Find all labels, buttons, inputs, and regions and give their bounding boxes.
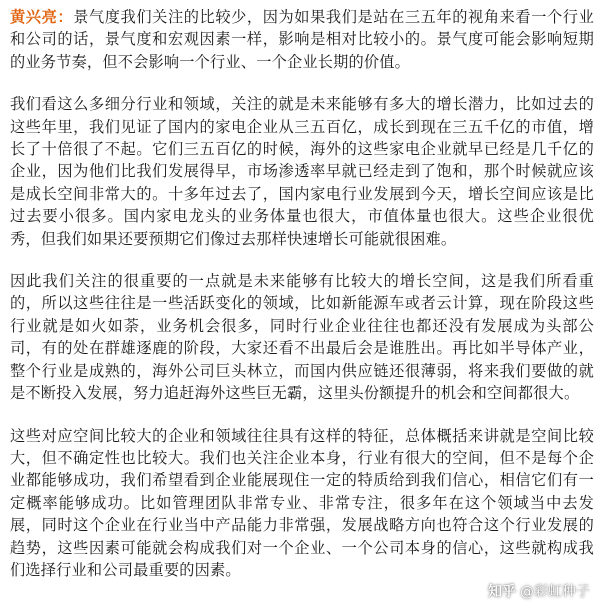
speaker-name: 黄兴亮： [10,8,74,26]
paragraph-1 [10,6,594,73]
zhihu-logo: 知乎 [488,584,516,600]
paragraph-1-text: 景气度我们关注的比较少，因为如果我们是站在三五年的视角来看一个行业和公司的话，景气度和宏观因素一样，影响是相对比较小的。景气度可能会影响短期的业务节奏，但不会影响一个行业、一个企业长期的价值。 [10,8,594,71]
paragraph-4: 这些对应空间比较大的企业和领域往往具有这样的特征，总体概括来讲就是空间比较大，但不确定性也比较大。我们也关注企业本身，行业有很大的空间，但不是每个企业都能够成功，我们希望看到企业能展现住一定的特质给到我们信心，相信它们有一定概率能够成功。比如管理团队非常专业、非常专注，很多年在这个领域当中去发展，同时这个企业在行业当中产品能力非常强，发展战略方向也符合这个行业发展的趋势，这些因素可能就会构成我们对一个企业、一个公司本身的信心，这些就构成我们选择行业和公司最重要的因素。 [10,426,594,579]
paragraph-3: 因此我们关注的很重要的一点就是未来能够有比较大的增长空间，这是我们所看重的，所以这些往往是一些活跃变化的领域，比如新能源车或者云计算，现在阶段这些行业就是如火如荼，业务机会很多，同时行业企业往往也都还没有发展成为头部公司，有的处在群雄逐鹿的阶段，大家还看不出最后会是谁胜出。再比如半导体产业，整个行业是成熟的，海外公司巨头林立，而国内供应链还很薄弱，将来我们要做的就是不断投入发展，努力追赶海外这些巨无霸，这里头份额提升的机会和空间都很大。 [10,272,594,403]
paragraph-2: 我们看这么多细分行业和领域，关注的就是未来能够有多大的增长潜力，比如过去的这些年里，我们见证了国内的家电企业从三五百亿，成长到现在三五千亿的市值，增长了十倍很了不起。它们三五百亿的时候，海外的这些家电企业就早已经是几千亿的企业，因为他们比我们发展得早，市场渗透率早就已经走到了饱和，那个时候就应该是成长空间非常大的。十多年过去了，国内家电行业发展到今天，增长空间应该是比过去要小很多。国内家电龙头的业务体量也很大，市值体量也很大。这些企业很优秀，但我们如果还要预期它们像过去那样快速增长可能就很困难。 [10,95,594,248]
zhihu-watermark [488,581,590,601]
article-body [10,6,594,581]
watermark-author: @彩虹种子 [520,584,590,600]
